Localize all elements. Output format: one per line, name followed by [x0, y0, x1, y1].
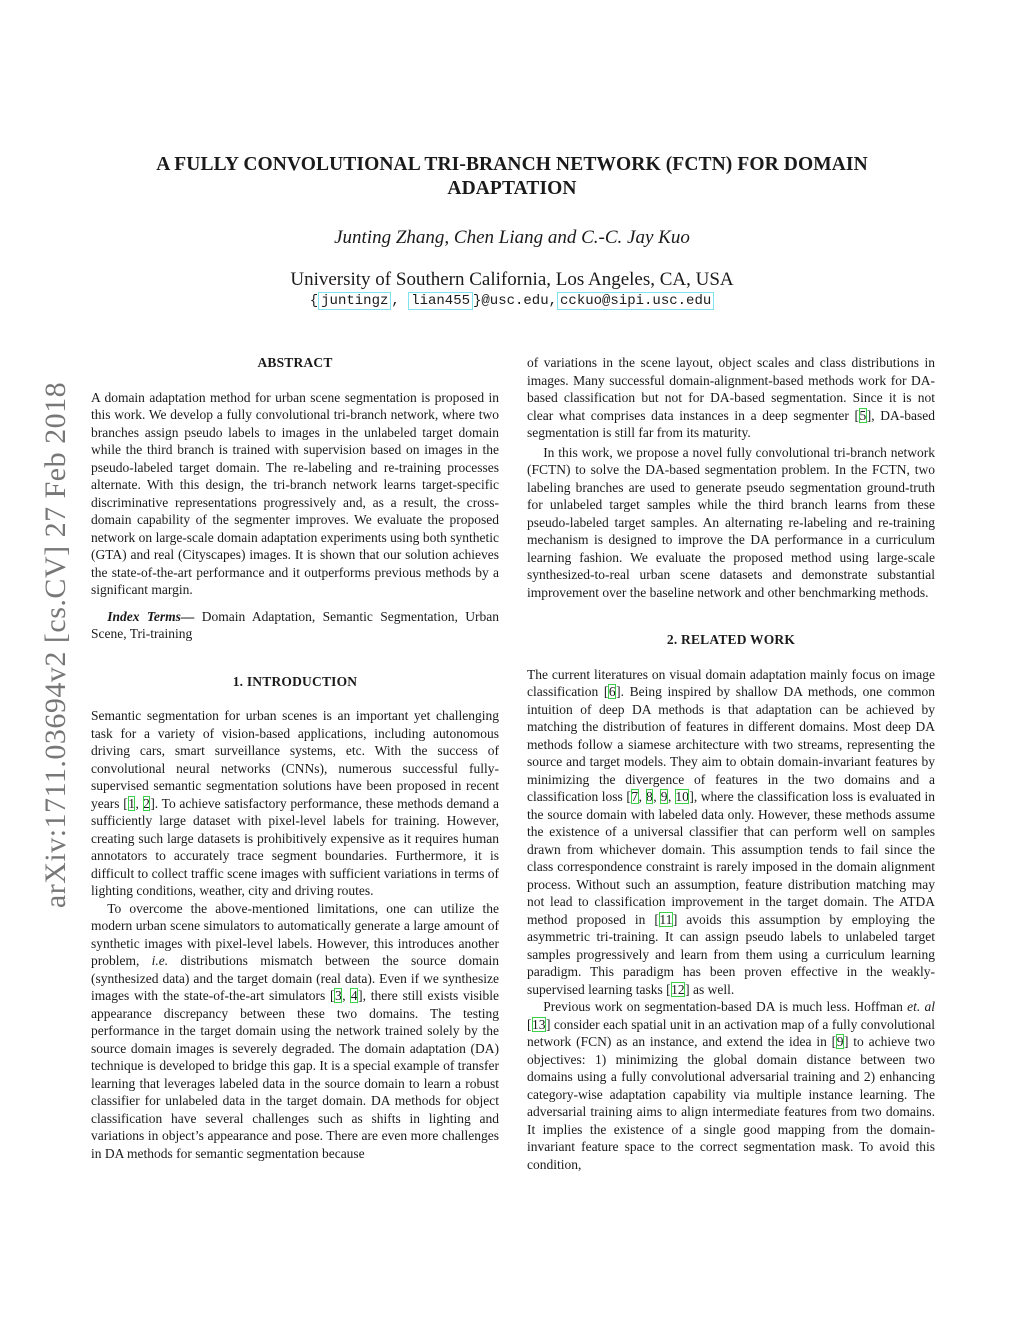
intro-paragraph-4: In this work, we propose a novel fully convolutional tri-branch network (FCTN) to solve the DA-based segmentation problem. In the FCTN, two labeling branches are used to generate pseudo segmentation ground-truth for unlabeled target samples while the third branch learns from these pseudo-labeled target samples. An alternating re-labeling and re-training mechanism is designed to improve the DA performance in a curriculum learning fashion. We evaluate the proposed method using large-scale synthesized-to-real urban scene datasets and demonstrate substantial improvement over the baseline network and other benchmarking methods.: [527, 444, 935, 600]
right-column: [527, 354, 935, 1173]
text-run: ] as well.: [685, 981, 735, 997]
text-run: ,: [342, 988, 351, 1003]
citation-link-11[interactable]: 11: [659, 911, 673, 927]
affiliation: University of Southern California, Los Angeles, CA, USA: [290, 269, 734, 290]
citation-link-5[interactable]: 5: [859, 407, 867, 423]
text-run: ] avoids this assumption by employing the asymmetric tri-training. It can assign pseudo labels to unlabeled target samples progressively and learn from them using a curriculum learning paradigm. This paradigm has been proven effective in the weakly-supervised learning tasks [: [527, 911, 935, 997]
arxiv-sidebar: [36, 355, 76, 935]
related-paragraph-2: [527, 998, 935, 1173]
related-work-heading: 2. RELATED WORK: [666, 632, 796, 647]
text-run: ], DA-based segmentation is still far from its maturity.: [527, 407, 935, 440]
text-run: ], where the classification loss is evaluated in the source domain with labeled data only. However, these methods assume the existence of a universal classifier that can perform well on samples drawn from whichever domain. This assumption tends to fail since the class correspondence constraint is rarely imposed in the domain alignment process. Without such an assumption, feature distribution matching may not lead to classification improvement in the target domain. The ATDA method proposed in [: [527, 789, 936, 927]
text-run: ]. Being inspired by shallow DA methods, one common intuition of deep DA methods is that adaptation can be achieved by matching the distribution of features in different domains. Most deep DA methods follow a siamese architecture with two streams, representing the source and target models. They aim to obtain domain-invariant features by minimizing the divergence of features in the two domains and a classification loss [: [527, 684, 935, 804]
citation-link-7[interactable]: 7: [631, 789, 639, 804]
text-run: To overcome the above-mentioned limitations, one can utilize the modern urban scene simulators to automatically generate a large amount of synthetic images with pixel-level labels. However, this introduces another problem,: [91, 900, 499, 968]
text-run: ], there still exists visible appearance discrepancy between these two domains. The testing performance in the target domain using the network trained solely by the source domain images is severely degraded. The domain adaptation (DA) technique is developed to bridge this gap. It is a special example of transfer learning that leverages labeled data in the source domain to learn a robust classifier for unlabeled data in the target domain. DA methods for object classification have several challenges such as shifts in lighting and variations in object’s appearance and pose. There are even more challenges in DA methods for semantic segmentation because: [91, 988, 499, 1161]
index-terms: [91, 608, 499, 643]
email-line: [92, 293, 932, 309]
citation-link-9[interactable]: 9: [660, 789, 668, 804]
text-run: ,: [135, 795, 143, 811]
text-run: ,: [667, 789, 675, 804]
index-terms-label: Index Terms—: [107, 608, 195, 624]
abstract-text: A domain adaptation method for urban scene segmentation is proposed in this work. We develop a fully convolutional tri-branch network, where two branches assign pseudo labels to images in the unlabeled target domain while the third branch is trained with supervision based on images in the pseudo-labeled target domain. The re-labeling and re-training processes alternate. With this design, the tri-branch network learns target-specific discriminative representations progressively and, as a result, the cross-domain capability of the segmenter improves. We evaluate the proposed network on large-scale domain adaptation experiments using both synthetic (GTA) and real (Cityscapes) images. It is shown that our solution achieves the state-of-the-art performance and it outperforms previous methods by a significant margin.: [91, 389, 499, 597]
text-run: [: [527, 1016, 532, 1032]
arxiv-id-stamp: arXiv:1711.03694v2 [cs.CV] 27 Feb 2018: [39, 381, 72, 909]
index-terms-text: Domain Adaptation, Semantic Segmentation, Urban Scene, Tri-training: [91, 608, 499, 641]
citation-link-4[interactable]: 4: [350, 988, 358, 1003]
email-separator: ,: [391, 293, 409, 309]
citation-link-1[interactable]: 1: [128, 795, 135, 811]
related-paragraph-1: [527, 666, 935, 999]
email-link-juntingz[interactable]: juntingz: [318, 292, 391, 310]
text-run: distributions mismatch between the source domain (synthesized data) and the target domain (real data). Even if we synthesize images with the state-of-the-art simulators [: [91, 953, 499, 1003]
email-domain: }@usc.edu,: [473, 293, 558, 309]
email-link-lian455[interactable]: lian455: [408, 292, 473, 310]
text-run: of variations in the scene layout, object scales and class distributions in images. Many successful domain-alignment-based methods work for DA-based classification but not for DA-based segmentation. Since it is not clear what comprises data instances in a deep segmenter [: [527, 355, 935, 423]
text-run: Semantic segmentation for urban scenes is an important yet challenging task for a variety of vision-based applications, including autonomous driving cars, smart surveillance systems, etc. With the success of convolutional neural networks (CNNs), numerous successful fully-supervised semantic segmentation solutions have been proposed in recent years [: [91, 708, 499, 811]
citation-link-2[interactable]: 2: [143, 795, 150, 811]
email-link-cckuo[interactable]: cckuo@sipi.usc.edu: [557, 292, 714, 310]
text-run: ] to achieve two objectives: 1) minimizing the global domain distance between two domains using a fully convolutional adversarial training and 2) enhancing category-wise adaptation capability via multiple instance learning. The adversarial training aims to align intermediate features from two domains. It implies the existence of a single good mapping from the domain-invariant feature space to the correct segmentation mask. To avoid this condition,: [527, 1034, 935, 1172]
citation-link-10[interactable]: 10: [675, 789, 689, 804]
intro-paragraph-2: [91, 900, 499, 1163]
citation-link-9b[interactable]: 9: [836, 1034, 844, 1049]
intro-heading: 1. INTRODUCTION: [232, 673, 358, 689]
paper-title: A FULLY CONVOLUTIONAL TRI-BRANCH NETWORK (FCTN) FOR DOMAIN ADAPTATION: [156, 154, 868, 199]
text-run: The current literatures on visual domain adaptation mainly focus on image classification [: [527, 666, 935, 699]
abstract-heading: ABSTRACT: [257, 355, 333, 370]
emphasis-et-al: et. al: [907, 999, 936, 1014]
text-run: ]. To achieve satisfactory performance, these methods demand a sufficiently large dataset with pixel-level labels for training. However, creating such large datasets is prohibitively expensive as it requires human annotators to accurately trace segment boundaries. Furthermore, it is difficult to collect traffic scene images with sufficient variations in terms of lighting conditions, weather, city and driving routes.: [91, 795, 500, 898]
citation-link-12[interactable]: 12: [671, 981, 685, 997]
intro-paragraph-3: [527, 354, 935, 442]
emphasis-ie: i.e.: [151, 953, 169, 968]
text-run: ,: [638, 789, 646, 804]
left-column: [91, 354, 499, 1162]
author-list: Junting Zhang, Chen Liang and C.-C. Jay Kuo: [334, 227, 690, 248]
citation-link-13[interactable]: 13: [532, 1016, 546, 1032]
email-brace: {: [309, 293, 319, 309]
citation-link-6[interactable]: 6: [608, 684, 616, 699]
citation-link-3[interactable]: 3: [334, 988, 342, 1003]
text-run: ] consider each spatial unit in an activation map of a fully convolutional network (FCN) as an instance, and extend the idea in [: [527, 1016, 935, 1049]
intro-paragraph-1: [91, 707, 499, 900]
text-run: Previous work on segmentation-based DA is much less. Hoffman: [543, 999, 908, 1014]
citation-link-8[interactable]: 8: [646, 789, 653, 804]
paper-header: [92, 153, 932, 309]
text-run: ,: [653, 789, 661, 804]
